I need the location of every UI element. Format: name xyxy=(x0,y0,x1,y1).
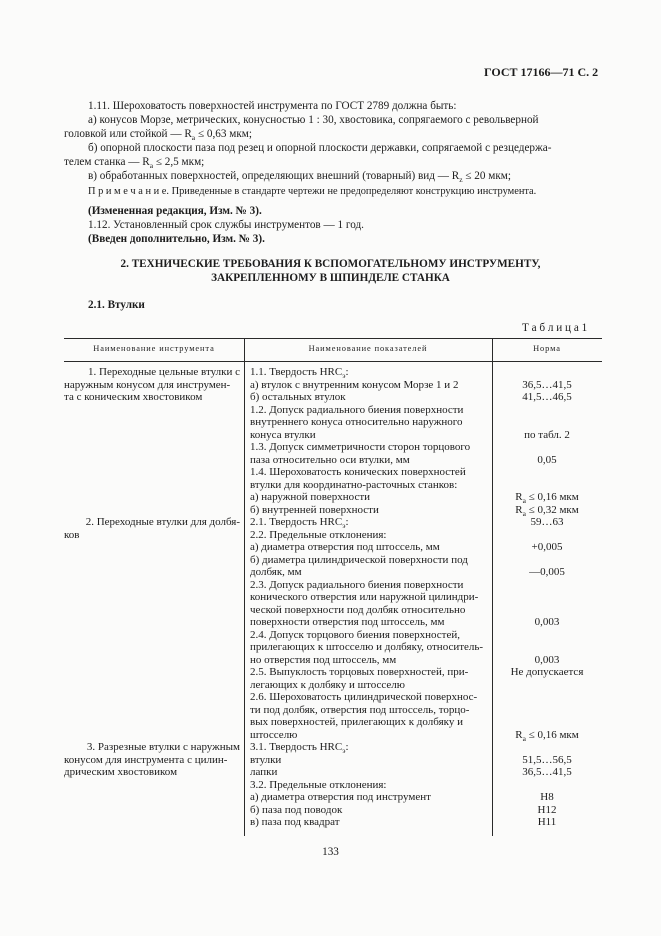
norm-value: 0,003 xyxy=(534,653,560,666)
parameter-text: легающих к долбяку и штосселю xyxy=(250,678,405,691)
section-2-title-line1: 2. ТЕХНИЧЕСКИЕ ТРЕБОВАНИЯ К ВСПОМОГАТЕЛЬНОМУ ИНСТРУМЕНТУ, xyxy=(120,258,541,270)
parameter-text: 3.2. Предельные отклонения: xyxy=(250,778,387,791)
instrument-name-3-line: дрическим хвостовиком xyxy=(64,766,178,778)
parameter-text: 2.3. Допуск радиального биения поверхности xyxy=(250,578,464,591)
table-header-rule xyxy=(64,361,602,362)
parameter-text: а) диаметра отверстия под штоссель, мм xyxy=(250,541,440,553)
instrument-name-3-line: конусом для инструмента с цилин- xyxy=(64,753,228,766)
parameter-text: конуса втулки xyxy=(250,428,316,441)
note-label: П р и м е ч а н и е. xyxy=(88,186,169,197)
parameter-text: втулки для координатно-расточных станков: xyxy=(250,478,458,491)
table-label: Т а б л и ц а 1 xyxy=(522,322,588,334)
clause-1-12: 1.12. Установленный срок службы инструментов — 1 год. xyxy=(88,219,364,231)
parameter-text: б) паза под поводок xyxy=(250,803,343,816)
norm-value: H8 xyxy=(540,791,554,803)
parameter-text: прилегающих к штосселю и долбяку, относитель- xyxy=(250,641,484,653)
norm-value: $R_a \le 0,32$ мкм xyxy=(515,503,579,518)
norm-value: H12 xyxy=(537,803,557,816)
instrument-name-1-line: наружным конусом для инструмен- xyxy=(64,378,231,391)
norm-value: 36,5…41,5 xyxy=(522,766,572,778)
clause-1-11-c-line: в) обработанных поверхностей, определяющих внешний (товарный) вид — $R_z \le 20$ мкм; xyxy=(88,170,511,185)
parameter-text: лапки xyxy=(250,766,278,778)
revision-note-2: (Введен дополнительно, Изм. № 3). xyxy=(88,233,265,245)
norm-value: 36,5…41,5 xyxy=(522,378,572,391)
instrument-name-2-line: 2. Переходные втулки для долбя- xyxy=(85,516,240,528)
parameter-text: 2.4. Допуск торцового биения поверхностей, xyxy=(250,628,460,641)
parameter-text: 1.4. Шероховатость конических поверхностей xyxy=(250,466,466,478)
norm-value: —0,005 xyxy=(529,566,565,578)
note-text: Приведенные в стандарте чертежи не предопределяют конструкцию инструмента. xyxy=(171,186,537,197)
parameter-text: ти под долбяк, отверстия под штоссель, торцо- xyxy=(250,703,470,716)
parameter-text: б) внутренней поверхности xyxy=(250,503,379,516)
norm-value: 59…63 xyxy=(530,516,564,528)
table-top-rule xyxy=(64,338,602,339)
instrument-name-1-line: та с коническим хвостовиком xyxy=(64,391,203,403)
col-header-instrument: Наименование инструмента xyxy=(93,344,215,353)
parameter-text: внутреннего конуса относительно наружного xyxy=(250,416,463,428)
clause-1-11-b-line2: телем станка — $R_a \le 2,5$ мкм; xyxy=(64,156,205,171)
norm-value: 0,003 xyxy=(534,616,560,628)
parameter-text: 2.1. Твердость $HRC_э$: xyxy=(250,516,349,531)
subsection-title: 2.1. Втулки xyxy=(88,299,145,311)
norm-value: H11 xyxy=(537,816,557,828)
page-number: 133 xyxy=(322,846,339,858)
parameter-text: 2.2. Предельные отклонения: xyxy=(250,528,387,541)
instrument-name-2-line: ков xyxy=(64,528,80,541)
parameter-text: 2.6. Шероховатость цилиндрической поверхнос- xyxy=(250,691,478,703)
norm-value: 41,5…46,5 xyxy=(522,391,572,403)
section-2-title-line2: ЗАКРЕПЛЕННОМУ В ШПИНДЕЛЕ СТАНКА xyxy=(211,272,450,284)
parameter-text: конического отверстия или наружной цилиндри- xyxy=(250,591,479,603)
col-header-norm: Норма xyxy=(533,344,561,353)
norm-value: $R_a \le 0,16$ мкм xyxy=(515,491,579,506)
clause-1-11-a-line1: а) конусов Морзе, метрических, конусностью 1 : 30, хвостовика, сопрягаемого с револьверной xyxy=(88,114,539,126)
parameter-text: поверхности отверстия под штоссель, мм xyxy=(250,616,445,628)
table-col-divider-1 xyxy=(244,338,245,836)
parameter-text: 2.5. Выпуклость торцовых поверхностей, при- xyxy=(250,666,469,678)
instrument-name-3-line: 3. Разрезные втулки с наружным xyxy=(86,741,240,753)
parameter-text: а) диаметра отверстия под инструмент xyxy=(250,791,431,803)
parameter-text: б) диаметра цилиндрической поверхности под xyxy=(250,553,468,566)
col-header-parameters: Наименование показателей xyxy=(308,344,428,353)
parameter-text: втулки xyxy=(250,753,282,766)
parameter-text: 1.3. Допуск симметричности сторон торцового xyxy=(250,441,471,453)
page-header: ГОСТ 17166—71 С. 2 xyxy=(484,65,599,79)
note xyxy=(88,186,536,197)
parameter-text: долбяк, мм xyxy=(250,566,302,578)
instrument-name-1-line: 1. Переходные цельные втулки с xyxy=(88,366,240,378)
parameter-text: 1.2. Допуск радиального биения поверхности xyxy=(250,403,464,416)
clause-1-11-title: 1.11. Шероховатость поверхностей инструмента по ГОСТ 2789 должна быть: xyxy=(88,100,457,112)
clause-1-11-a-line2: головкой или стойкой — $R_a \le 0,63$ мкм; xyxy=(64,128,252,143)
parameter-text: б) остальных втулок xyxy=(250,391,346,403)
parameter-text: но отверстия под штоссель, мм xyxy=(250,653,397,666)
norm-value: по табл. 2 xyxy=(524,428,570,441)
revision-note-1: (Измененная редакция, Изм. № 3). xyxy=(88,205,262,217)
parameter-text: ческой поверхности под долбяк относительно xyxy=(250,603,466,616)
norm-value: 51,5…56,5 xyxy=(522,753,572,766)
parameter-text: а) втулок с внутренним конусом Морзе 1 и 2 xyxy=(250,378,459,391)
norm-value: $R_a \le 0,16$ мкм xyxy=(515,728,579,743)
parameter-text: 1.1. Твердость $HRC_э$: xyxy=(250,366,349,381)
parameter-text: вых поверхностей, прилегающих к долбяку и xyxy=(250,716,463,728)
clause-1-11-b-line1: б) опорной плоскости паза под резец и опорной плоскости державки, сопрягаемой с резцедержа- xyxy=(88,142,552,154)
parameter-text: а) наружной поверхности xyxy=(250,491,371,503)
norm-value: 0,05 xyxy=(537,453,557,466)
parameter-text: штосселю xyxy=(250,728,298,741)
parameter-text: в) паза под квадрат xyxy=(250,816,340,828)
parameter-text: паза относительно оси втулки, мм xyxy=(250,453,410,466)
norm-value: Не допускается xyxy=(510,666,584,678)
parameter-text: 3.1. Твердость $HRC_э$: xyxy=(250,741,349,756)
norm-value: +0,005 xyxy=(531,541,563,553)
